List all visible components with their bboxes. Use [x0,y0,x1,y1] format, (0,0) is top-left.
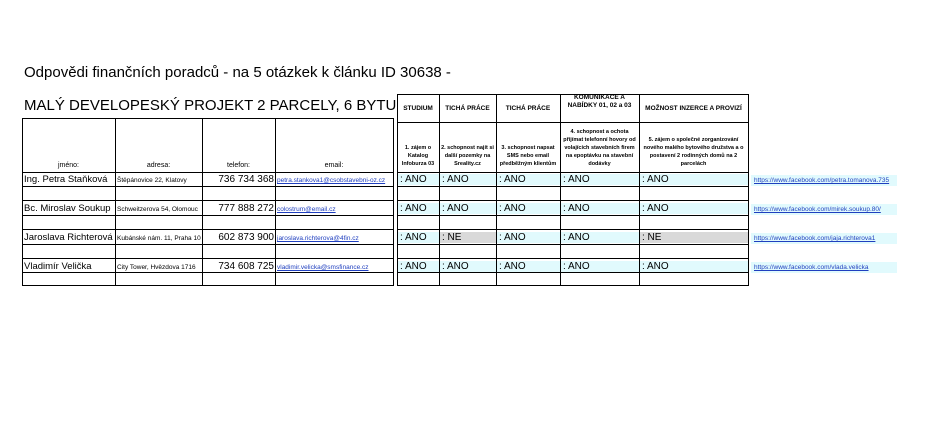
facebook-link[interactable]: https://www.facebook.com/petra.tomanova.735 [751,175,897,186]
contact-phone: 734 608 725 [218,261,274,272]
document-subtitle: MALÝ DEVELOPESKÝ PROJEKT 2 PARCELY, 6 BYTU [24,97,397,114]
answer-cell: : ANO [398,174,439,185]
answer-cell: : ANO [640,261,748,272]
contact-name: Vladimír Velička [24,261,92,272]
table-border [22,244,394,245]
column-header-name: jméno: [57,162,79,169]
answer-cell: : ANO [497,261,560,272]
table-border [22,118,23,286]
answer-cell: : ANO [398,232,439,243]
table-border [22,229,394,230]
question-header: TICHÁ PRÁCE [505,105,551,112]
question-description: 5. zájem o společné zorganizování nového malého bytového družstva a o postavení 2 rodinných domů na 2 parcelách [643,137,744,167]
contact-address: Štěpánovice 22, Klatovy [117,177,187,184]
contact-address: Kubánské nám. 11, Praha 10 [117,235,201,242]
contact-name: Bc. Miroslav Soukup [24,203,111,214]
contact-email-link[interactable]: colostrum@email.cz [277,206,336,213]
table-border [22,272,394,273]
answer-cell: : ANO [640,174,748,185]
answers-table [397,94,749,286]
contact-email-link[interactable]: petra.stankova1@csobstavebni-oz.cz [277,177,386,184]
contact-phone: 736 734 368 [218,174,274,185]
answer-cell: : ANO [561,232,639,243]
table-border [115,118,116,286]
answer-cell: : ANO [497,203,560,214]
answer-cell: : ANO [561,203,639,214]
table-border [22,258,394,259]
facebook-link[interactable]: https://www.facebook.com/vlada.velicka [751,262,897,273]
answer-cell: : ANO [398,261,439,272]
answer-cell: : NE [640,232,748,243]
contact-name: Ing. Petra Staňková [24,174,108,185]
table-border [397,258,749,259]
table-border [397,200,749,201]
answer-cell: : ANO [440,174,496,185]
contact-email-link[interactable]: jaroslava.richterova@4fin.cz [277,235,359,242]
question-header: MOŽNOST INZERCE A PROVIZÍ [645,105,742,112]
table-border [22,200,394,201]
question-header: KOMUNIKACE A NABÍDKY 01, 02 a 03 [567,94,632,109]
table-border [397,285,749,286]
table-border [397,172,749,173]
table-border [397,186,749,187]
table-border [22,285,394,286]
contacts-table [22,118,394,286]
table-border [22,172,394,173]
answer-cell: : ANO [497,174,560,185]
table-border [397,272,749,273]
answer-cell: : ANO [561,261,639,272]
contact-address: City Tower, Hvězdova 1716 [117,264,196,271]
question-description: 4. schopnost a ochota přijímat telefonní hovory od volajících stavebních firem na epoptávku na stavební dodávky [563,129,636,167]
table-border [397,215,749,216]
answer-cell: : ANO [640,203,748,214]
answer-cell: : ANO [440,261,496,272]
table-border [397,122,749,123]
contact-email-link[interactable]: vladimir.velicka@smsfinance.cz [277,264,369,271]
column-header-email: email: [324,162,344,169]
answer-cell: : ANO [398,203,439,214]
contact-address: Schweitzerova 54, Olomouc [117,206,198,213]
answer-cell: : ANO [440,203,496,214]
answer-cell: : ANO [497,232,560,243]
table-border [22,118,394,119]
question-header: TICHÁ PRÁCE [445,105,490,112]
document-title: Odpovědi finančních poradců - na 5 otázkek k článku ID 30638 - [24,64,451,81]
table-border [22,215,394,216]
contact-name: Jaroslava Richterová [24,232,113,243]
column-header-phone: telefon: [227,162,250,169]
table-border [22,186,394,187]
question-description: 2. schopnost najít si další pozemky na Sreality.cz [441,145,494,167]
question-description: 1. zájem o Katalog Infoburza 03 [401,145,435,167]
table-border [397,229,749,230]
question-header: STUDIUM [403,105,433,112]
answer-cell: : NE [440,232,496,243]
answer-cell: : ANO [561,174,639,185]
table-border [275,118,276,286]
question-description: 3. schopnost napsat SMS nebo email předběžným klientům [499,145,557,167]
facebook-link[interactable]: https://www.facebook.com/jaja.richterova1 [751,233,897,244]
table-border [393,118,394,286]
contact-phone: 777 888 272 [218,203,274,214]
column-header-address: adresa: [146,162,171,169]
facebook-link[interactable]: https://www.facebook.com/mirek.soukup.80/ [751,204,897,215]
table-border [397,244,749,245]
contact-phone: 602 873 900 [218,232,274,243]
